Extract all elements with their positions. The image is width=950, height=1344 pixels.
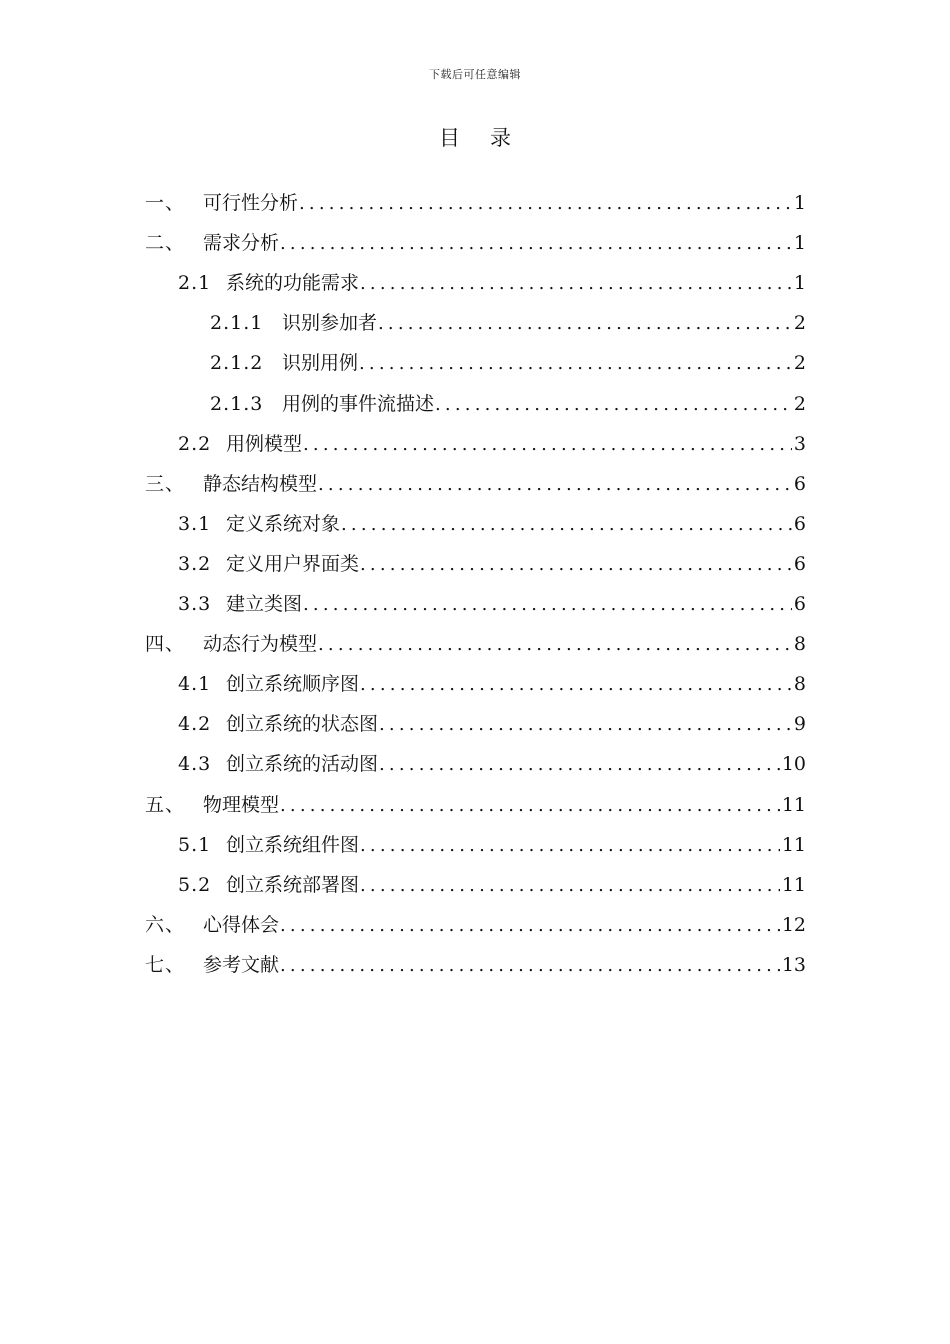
toc-entry[interactable] — [178, 267, 806, 299]
toc-dot-leader — [360, 870, 780, 901]
toc-entry-number: 5.2 — [178, 873, 212, 896]
toc-entry-number: 一、 — [145, 192, 186, 214]
toc-entry-number: 五、 — [145, 793, 186, 816]
toc-entry-page-number: 2 — [793, 352, 806, 375]
toc-entry[interactable] — [178, 668, 806, 700]
toc-entry-number: 3.2 — [178, 552, 212, 575]
toc-dot-leader — [360, 830, 780, 861]
toc-entry-page-number: 8 — [793, 633, 806, 656]
toc-entry-number: 七、 — [145, 953, 186, 976]
toc-entry[interactable] — [145, 187, 806, 219]
toc-dot-leader — [318, 469, 792, 500]
toc-entry-number: 2.2 — [178, 432, 212, 455]
page-header-note: 下载后可任意编辑 — [429, 68, 521, 81]
toc-dot-leader — [341, 509, 792, 540]
toc-entry-title: 定义用户界面类 — [226, 552, 360, 575]
toc-entry[interactable] — [178, 708, 806, 740]
toc-dot-leader — [359, 348, 792, 379]
toc-entry-number: 2.1 — [178, 272, 212, 295]
toc-entry-page-number: 6 — [793, 472, 806, 495]
toc-entry-title: 静态结构模型 — [203, 472, 318, 495]
toc-entry-title: 物理模型 — [203, 793, 280, 816]
toc-entry-title: 心得体会 — [203, 913, 280, 936]
toc-entry[interactable] — [145, 789, 806, 821]
toc-dot-leader — [280, 910, 780, 941]
toc-entry[interactable] — [145, 468, 806, 500]
toc-entry[interactable] — [178, 548, 806, 580]
toc-entry[interactable] — [178, 508, 806, 540]
toc-entry-page-number: 13 — [781, 953, 806, 976]
toc-entry-number: 3.1 — [178, 512, 212, 535]
toc-entry[interactable] — [210, 347, 806, 379]
toc-dot-leader — [360, 669, 792, 700]
toc-entry-page-number: 10 — [781, 753, 806, 776]
toc-entry-page-number: 12 — [781, 913, 806, 936]
toc-title: 目录 — [439, 126, 541, 150]
toc-entry-title: 创立系统的状态图 — [226, 713, 379, 736]
toc-entry-title: 创立系统部署图 — [226, 873, 360, 896]
toc-entry-page-number: 11 — [781, 793, 806, 816]
toc-entry-page-number: 1 — [793, 232, 806, 255]
toc-entry-page-number: 1 — [793, 192, 806, 214]
toc-entry-number: 2.1.2 — [210, 352, 264, 375]
toc-dot-leader — [303, 589, 792, 620]
toc-entry[interactable] — [178, 829, 806, 861]
toc-entry[interactable] — [210, 307, 806, 339]
toc-dot-leader — [280, 950, 780, 981]
toc-entry[interactable] — [178, 748, 806, 780]
toc-entry-page-number: 6 — [793, 552, 806, 575]
toc-entry-number: 3.3 — [178, 593, 212, 615]
toc-entry-number: 5.1 — [178, 833, 212, 856]
toc-dot-leader — [299, 188, 792, 219]
toc-entry[interactable] — [145, 227, 806, 259]
toc-dot-leader — [435, 389, 792, 420]
toc-entry-title: 系统的功能需求 — [226, 272, 360, 295]
toc-entry[interactable] — [210, 388, 806, 420]
toc-entry-title: 建立类图 — [226, 593, 303, 615]
toc-entry-title: 识别参加者 — [282, 312, 378, 335]
toc-dot-leader — [303, 429, 792, 460]
toc-entry-page-number: 2 — [793, 392, 806, 415]
toc-entry[interactable] — [178, 588, 806, 620]
toc-dot-leader — [360, 549, 792, 580]
toc-entry-title: 创立系统组件图 — [226, 833, 360, 856]
toc-entry-number: 三、 — [145, 472, 186, 495]
toc-entry-page-number: 11 — [781, 833, 806, 856]
toc-dot-leader — [280, 228, 792, 259]
toc-entry-number: 4.2 — [178, 713, 212, 736]
toc-dot-leader — [318, 629, 792, 660]
toc-dot-leader — [378, 308, 792, 339]
toc-entry-title: 需求分析 — [203, 232, 280, 255]
toc-entry-page-number: 9 — [793, 713, 806, 736]
toc-entry-title: 可行性分析 — [203, 192, 299, 214]
toc-entry-title: 定义系统对象 — [226, 512, 341, 535]
toc-entry-title: 识别用例 — [282, 352, 359, 375]
toc-entry-page-number: 2 — [793, 312, 806, 335]
toc-entry-number: 六、 — [145, 913, 186, 936]
toc-entry[interactable] — [178, 428, 806, 460]
toc-entry-title: 用例模型 — [226, 432, 303, 455]
toc-entry[interactable] — [145, 949, 806, 981]
toc-dot-leader — [379, 709, 792, 740]
toc-entry[interactable] — [145, 628, 806, 660]
toc-entry-page-number: 3 — [793, 432, 806, 455]
toc-entry-number: 二、 — [145, 232, 186, 255]
toc-entry-number: 四、 — [145, 633, 186, 656]
toc-entry-number: 2.1.1 — [210, 312, 264, 335]
toc-entry-page-number: 8 — [793, 673, 806, 696]
toc-entry-number: 4.1 — [178, 673, 212, 696]
toc-entry[interactable] — [178, 869, 806, 901]
toc-entry-page-number: 11 — [781, 873, 806, 896]
toc-entry-title: 动态行为模型 — [203, 633, 318, 656]
toc-entry-title: 创立系统顺序图 — [226, 673, 360, 696]
toc-entry[interactable] — [145, 909, 806, 941]
toc-dot-leader — [280, 790, 780, 821]
toc-entry-title: 参考文献 — [203, 953, 280, 976]
toc-entry-number: 2.1.3 — [210, 392, 264, 415]
toc-dot-leader — [360, 268, 792, 299]
toc-dot-leader — [379, 749, 780, 780]
toc-entry-title: 创立系统的活动图 — [226, 753, 379, 776]
toc-entry-page-number: 1 — [793, 272, 806, 295]
toc-entry-page-number: 6 — [793, 593, 806, 615]
toc-entry-number: 4.3 — [178, 753, 212, 776]
toc-entry-title: 用例的事件流描述 — [282, 392, 435, 415]
toc-entry-page-number: 6 — [793, 512, 806, 535]
